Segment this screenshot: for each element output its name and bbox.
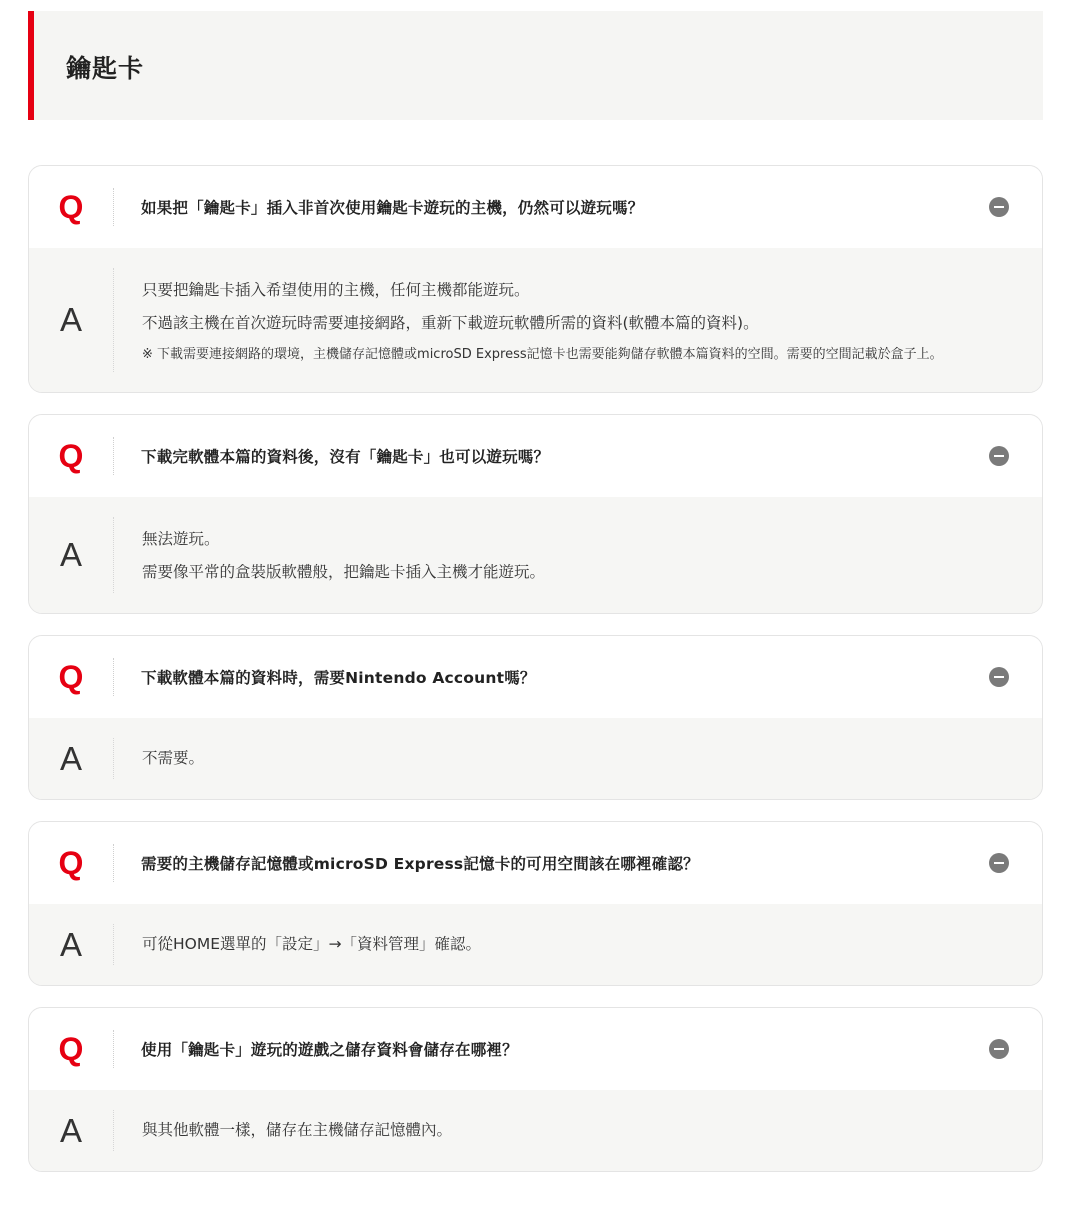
answer-line: 不過該主機在首次遊玩時需要連接網路，重新下載遊玩軟體所需的資料(軟體本篇的資料)。	[142, 314, 759, 332]
answer-note: ※ 下載需要連接網路的環境，主機儲存記憶體或microSD Express記憶卡也需要能夠儲存軟體本篇資料的空間。需要的空間記載於盒子上。	[142, 347, 943, 362]
faq-answer-body	[114, 904, 1042, 985]
faq-question-text: 需要的主機儲存記憶體或microSD Express記憶卡的可用空間該在哪裡確認？	[141, 855, 699, 873]
faq-item	[28, 821, 1043, 986]
answer-line: 與其他軟體一樣，儲存在主機儲存記憶體內。	[142, 1121, 453, 1139]
minus-circle-icon[interactable]	[989, 1039, 1009, 1059]
section-title: 鑰匙卡	[66, 54, 145, 83]
q-mark: Q	[58, 844, 84, 881]
q-mark: Q	[58, 437, 84, 474]
faq-question-text: 如果把「鑰匙卡」插入非首次使用鑰匙卡遊玩的主機，仍然可以遊玩嗎？	[141, 199, 644, 217]
faq-question-row[interactable]	[29, 415, 1042, 497]
faq-question-row[interactable]	[29, 822, 1042, 904]
a-mark: A	[59, 301, 82, 338]
faq-question-text: 下載軟體本篇的資料時，需要Nintendo Account嗎？	[141, 669, 536, 687]
faq-answer-body	[114, 248, 1042, 392]
a-mark: A	[59, 925, 82, 963]
answer-line: 無法遊玩。	[142, 530, 220, 548]
faq-answer-body	[114, 497, 1042, 613]
faq-answer	[29, 1090, 1042, 1171]
faq-answer-body	[114, 1090, 1042, 1171]
minus-circle-icon[interactable]	[989, 197, 1009, 217]
faq-question-row[interactable]	[29, 636, 1042, 718]
faq-item	[28, 414, 1043, 614]
faq-answer	[29, 904, 1042, 985]
a-mark: A	[59, 536, 82, 573]
q-mark: Q	[58, 658, 84, 695]
faq-question-row[interactable]	[29, 166, 1042, 248]
faq-answer-body	[114, 718, 1042, 799]
answer-line: 可從HOME選單的「設定」→「資料管理」確認。	[142, 935, 482, 953]
a-mark: A	[59, 739, 82, 777]
faq-answer	[29, 718, 1042, 799]
answer-line: 只要把鑰匙卡插入希望使用的主機，任何主機都能遊玩。	[142, 281, 530, 299]
faq-answer	[29, 248, 1042, 392]
a-mark: A	[59, 1111, 82, 1149]
section-header	[28, 11, 1043, 120]
faq-item	[28, 1007, 1043, 1172]
answer-line: 需要像平常的盒裝版軟體般，把鑰匙卡插入主機才能遊玩。	[142, 563, 546, 581]
faq-question-text: 下載完軟體本篇的資料後，沒有「鑰匙卡」也可以遊玩嗎？	[141, 448, 550, 466]
faq-question-text: 使用「鑰匙卡」遊玩的遊戲之儲存資料會儲存在哪裡？	[141, 1041, 518, 1059]
minus-circle-icon[interactable]	[989, 853, 1009, 873]
answer-line: 不需要。	[142, 749, 205, 767]
minus-circle-icon[interactable]	[989, 667, 1009, 687]
q-mark: Q	[58, 1030, 84, 1067]
faq-item	[28, 635, 1043, 800]
minus-circle-icon[interactable]	[989, 446, 1009, 466]
q-mark: Q	[58, 188, 84, 225]
faq-question-row[interactable]	[29, 1008, 1042, 1090]
faq-item	[28, 165, 1043, 393]
faq-answer	[29, 497, 1042, 613]
faq-list	[28, 165, 1043, 1193]
